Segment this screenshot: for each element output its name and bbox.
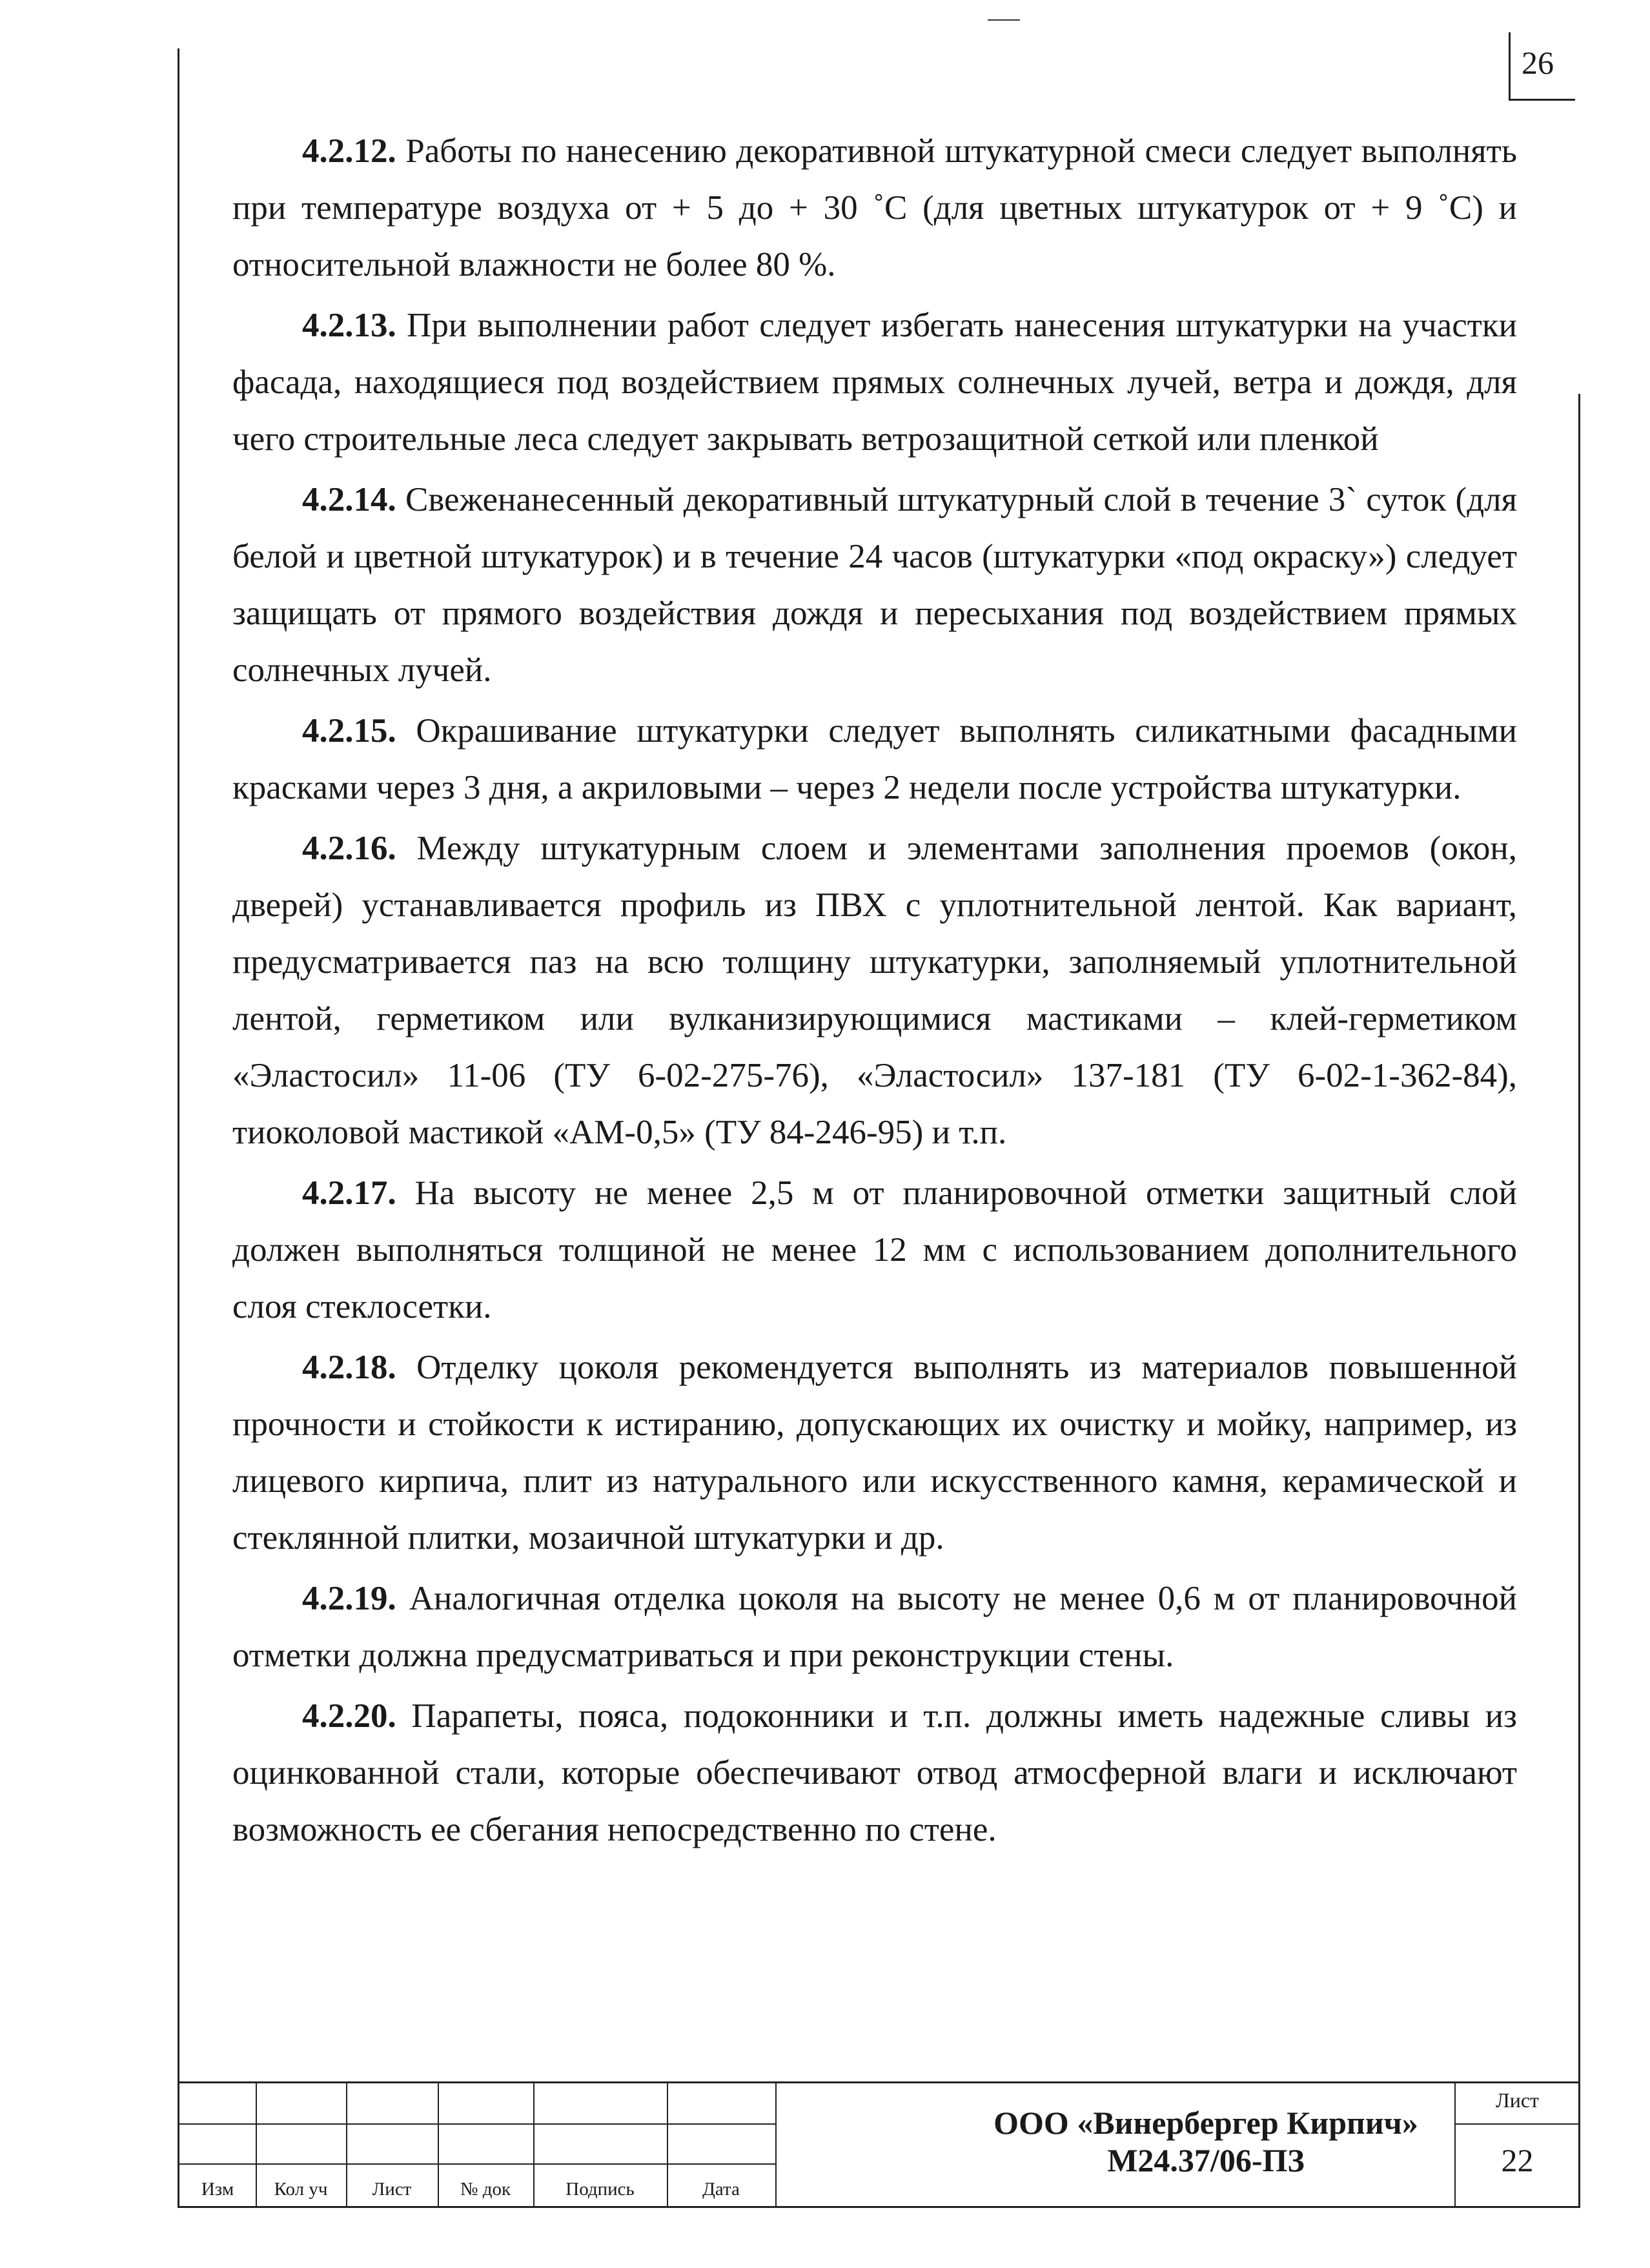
page-number-box — [1509, 32, 1575, 100]
col-list: Лист — [372, 2179, 412, 2200]
paragraph — [232, 471, 1517, 699]
col-kol-uch: Кол уч — [274, 2179, 328, 2200]
paragraph-text: Отделку цоколя рекомендуется выполнять из материалов повышенной прочности и стойкости к истиранию, допускающих их очистку и мойку, например, из лицевого кирпича, плит из натурального или искусственного камня, керамической и стеклянной плитки, мозаичной штукатурки и др. — [232, 1349, 1517, 1557]
col-doc-no: № док — [460, 2179, 511, 2200]
paragraph-text: На высоту не менее 2,5 м от планировочной отметки защитный слой должен выполняться толщиной не менее 12 мм с использованием дополнительного слоя стеклосетки. — [232, 1174, 1517, 1325]
paragraph — [232, 123, 1517, 293]
paragraph — [232, 1339, 1517, 1566]
top-dash-mark — [988, 19, 1020, 21]
frame-left-border — [178, 48, 179, 2208]
paragraph-text: Между штукатурным слоем и элементами заполнения проемов (окон, дверей) устанавливается профиль из ПВХ с уплотнительной лентой. Как вариант, предусматривается паз на всю толщину штукатурки, заполняемый уплотнительной лентой, герметиком или вулканизирующимися мастиками – клей-герметиком «Эластосил» 11-06 (ТУ 6-02-275-76), «Эластосил» 137-181 (ТУ 6-02-1-362-84), тиоколовой мастикой «АМ-0,5» (ТУ 84-246-95) и т.п. — [232, 830, 1517, 1151]
paragraph-number: 4.2.12. — [302, 132, 396, 170]
paragraph — [232, 1165, 1517, 1335]
paragraph-text: Работы по нанесению декоративной штукатурной смеси следует выполнять при температуре воздуха от + 5 до + 30 ˚С (для цветных штукатурок от + 9 ˚С) и относительной влажности не более 80 %. — [232, 132, 1517, 283]
paragraph-number: 4.2.20. — [302, 1697, 396, 1735]
paragraph — [232, 820, 1517, 1161]
paragraph-number: 4.2.16. — [302, 830, 396, 867]
paragraph-text: Аналогичная отделка цоколя на высоту не менее 0,6 м от планировочной отметки должна предусматриваться и при реконструкции стены. — [232, 1580, 1517, 1674]
paragraph-text: Парапеты, пояса, подоконники и т.п. должны иметь надежные сливы из оцинкованной стали, которые обеспечивают отвод атмосферной влаги и исключают возможность ее сбегания непосредственно по стене. — [232, 1697, 1517, 1848]
paragraph — [232, 702, 1517, 816]
paragraph-text: Свеженанесенный декоративный штукатурный слой в течение 3` суток (для белой и цветной штукатурок) и в течение 24 часов (штукатурки «под окраску») следует защищать от прямого воздействия дождя и пересыхания под воздействием прямых солнечных лучей. — [232, 481, 1517, 689]
paragraph — [232, 1570, 1517, 1684]
paragraph-text: При выполнении работ следует избегать нанесения штукатурки на участки фасада, находящиеся под воздействием прямых солнечных лучей, ветра и дождя, для чего строительные леса следует закрывать ветрозащитной сеткой или пленкой — [232, 307, 1517, 458]
organization-name: ООО «Винербергер Кирпич» — [993, 2105, 1418, 2141]
frame-right-border — [1578, 394, 1580, 2208]
paragraph-number: 4.2.14. — [302, 481, 396, 518]
title-block — [178, 2081, 1580, 2208]
col-izm: Изм — [201, 2179, 234, 2200]
body-text — [232, 123, 1517, 1862]
sheet-label: Лист — [1495, 2089, 1539, 2112]
page-number: 26 — [1522, 45, 1554, 81]
paragraph-number: 4.2.19. — [302, 1580, 396, 1617]
col-signature: Подпись — [565, 2179, 635, 2200]
col-date: Дата — [702, 2179, 740, 2200]
document-code: М24.37/06-ПЗ — [1107, 2142, 1305, 2178]
paragraph — [232, 1688, 1517, 1858]
paragraph-number: 4.2.15. — [302, 712, 396, 750]
paragraph — [232, 297, 1517, 467]
paragraph-number: 4.2.13. — [302, 307, 396, 344]
paragraph-number: 4.2.18. — [302, 1349, 396, 1386]
sheet-box — [1454, 2083, 1580, 2206]
paragraph-number: 4.2.17. — [302, 1174, 396, 1212]
title-block-grid — [179, 2083, 777, 2206]
sheet-number: 22 — [1501, 2142, 1534, 2178]
paragraph-text: Окрашивание штукатурки следует выполнять силикатными фасадными красками через 3 дня, а акриловыми – через 2 недели после устройства штукатурки. — [232, 712, 1517, 806]
